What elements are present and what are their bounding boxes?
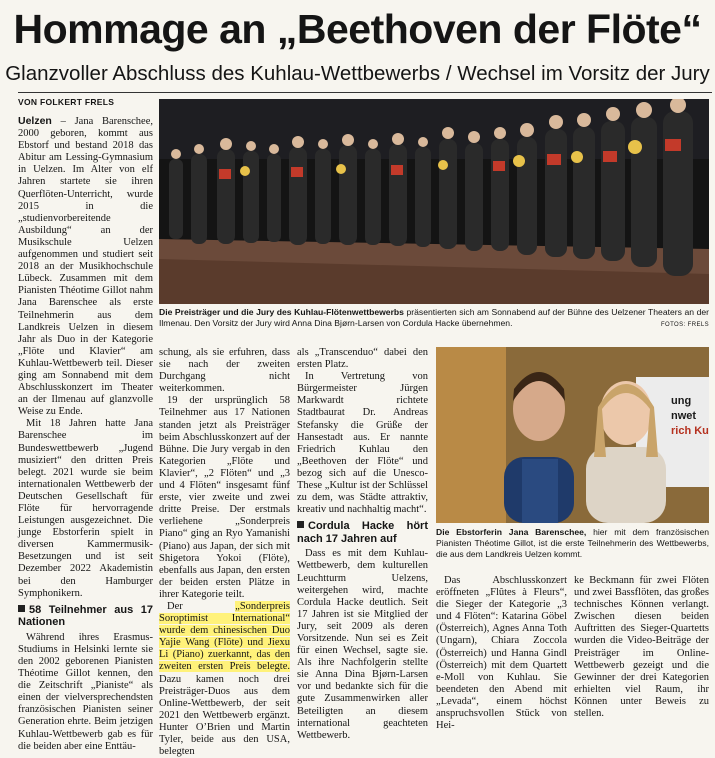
jury-and-winners-photo [159,99,709,304]
paragraph: Der „Sonderpreis Soroptimist International“ wurde dem chinesischen Duo Yajie Wang (Flöte) und Jiexu Li (Piano) zuerkannt, das den zweiten ersten Preis belegte. Dazu kamen noch drei Preisträger-Duos aus dem Online-Wettbewerb, der seit 2021 den Wettbewerb ergänzt. Hunter O’Brien und Martin Tyler, beide aus den USA, belegten [159,600,290,758]
byline: VON FOLKERT FRELS [18,97,115,107]
section-subhead: Cordula Hacke hört nach 17 Jahren auf [297,520,428,545]
barenschee-gillot-photo [436,347,709,523]
photo-credit: FOTOS: FRELS [660,322,709,328]
dateline: Uelzen [18,115,52,127]
paragraph: Das Abschlusskonzert eröffneten „Flûtes à Fleurs“, die Sieger der Kategorie „3 und 4 Flöten“: Katarina Göbel (Österreich), Agnes Anna Toth (Ungarn), Chiara Zoccola (Österreich) und Hanna Gindl (Österreich) mit dem Quartett e-Moll von Kuhlau. Sie beendeten den Abend mit „Levada“, einem höchst anspruchsvollen Stück von Hei- [436,575,567,732]
square-bullet-icon [18,605,25,612]
paragraph: als „Transcenduo“ dabei den ersten Platz. [297,347,428,371]
article-column-4 [436,575,567,732]
header-rule [18,92,712,93]
paragraph: Dass es mit dem Kuhlau-Wettbewerb, dem kulturellen Leuchtturm Uelzens, weitergehen wird, machte Cordula Hacke deutlich. Seit 17 Jahren ist sie Mitglied der Jury, seit 2009 als deren Vorsitzende. Nun sei es Zeit für einen Wechsel, sagte sie. Als ihre Nachfolgerin stellte sie Anna Dina Bjørn-Larsen vor und bedankte sich für die gute Zusammenwirken aller Beteiligten an diesem international geachteten Wettbewerb. [297,548,428,741]
square-bullet-icon [297,521,304,528]
headline: Hommage an „Beethoven der Flöte“ [13,6,702,52]
paragraph: In Vertretung von Bürgermeister Jürgen Markwardt richtete Stadtbaurat Dr. Andreas Stefansky die Grüße der Hansestadt aus. Er nannte Friedrich Kuhlau den „Beethoven der Flöte“ und bezog sich auf die Unesco-These „Kultur ist der Schlüssel zu dem, was Städte attraktiv, kreativ und nachhaltig macht“. [297,371,428,516]
section-subhead: 58 Teilnehmer aus 17 Nationen [18,603,153,629]
backdrop-banner-text: ung nwet rich Ku [671,395,709,437]
article-column-1 [18,115,153,753]
photo-caption-1: Die Preisträger und die Jury des Kuhlau-Flötenwettbewerbs präsentierten sich am Sonnabend auf der Bühne des Uelzener Theaters an der Ilmenau. Den Vorsitz der Jury wird Anna Dina Bjørn-Larsen von Cordula Hacke übernehmen. FOTOS: FRELS [159,307,709,331]
photo-caption-2: Die Ebstorferin Jana Barenschee, hier mit dem französischen Pianisten Théotime Gillot, ist die erste Teilnehmerin des Wettbewerbs, die aus dem Landkreis Uelzen kommt. [436,527,709,559]
paragraph: schung, als sie erfuhren, dass sie nach der zweiten Durchgang nicht weiterkommen. [159,347,290,395]
paragraph: 19 der ursprünglich 58 Teilnehmer aus 17 Nationen standen jetzt als Preisträger beim Abschlusskonzert auf der Bühne. Die Jury vergab in den Kategorien „Flöte und Klavier“, „2 Flöten“ und „3 und 4 Flöten“ insgesamt fünf erste, vier zweite und zwei dritte Preise. Der erstmals verliehene „Sonderpreis Piano“ ging an Ryo Yamanishi (Piano) aus Japan, der sich mit Shigetora Yokoi (Flöte), ebenfalls aus Japan, den ersten der beiden ersten Plätze in ihrer Kategorie teilt. [159,395,290,600]
article-column-2 [159,347,290,758]
subheadline: Glanzvoller Abschluss des Kuhlau-Wettbewerbs / Wechsel im Vorsitz der Jury [5,62,710,85]
paragraph: Mit 18 Jahren hatte Jana Barenschee im Bundeswettbewerb „Jugend musiziert“ den dritten Preis belegt. 2021 wurde sie beim internationalen Wettbewerb der Deutschen Gesellschaft für Flöte für hervorragende Leistungen ausgezeichnet. Die junge Ebstorferin spielt in diversen Kammermusik-Besetzungen und ist seit Dezember 2022 Akademistin bei den Hamburger Symphonikern. [18,418,153,599]
paragraph: ke Beckmann für zwei Flöten und zwei Bassflöten, das großes technisches Können verlangt. Zwischen diesen beiden Auftritten des Sieger-Quartetts wurden die Video-Beiträge der Preisträger im Online-Wettbewerb gezeigt und die Gewinner der drei Kategorien erhielten viel Raum, ihr Können unter Beweis zu stellen. [574,575,710,720]
highlighted-passage: „Sonderpreis Soroptimist International“ wurde dem chinesischen Duo Yajie Wang (Flöte) und Jiexu Li (Piano) zuerkannt, das den zweiten ersten Preis belegte. [159,600,290,673]
paragraph: Während ihres Erasmus-Studiums in Helsinki lernte sie den 2002 geborenen Pianisten Théotime Gillot kennen, den die Zeitschrift „Pianiste“ als einen der vielversprechendsten französischen Pianisten seiner Generation ehrte. Beim jetzigen Kuhlau-Wettbewerb gab es für die beiden aber eine Enttäu- [18,631,153,752]
article-column-3 [297,347,428,742]
article-column-5 [574,575,709,720]
paragraph: Uelzen – Jana Barenschee, 2000 geboren, kommt aus Ebstorf und bestand 2018 das Abitur am Lessing-Gymnasium in Uelzen. Im Alter von elf Jahren startete sie ihren Querflöten-Unterricht, wurde 2015 in die „studienvorbereitende Ausbildung“ an der Musikschule Uelzen aufgenommen und studiert seit 2018 an der Musikhochschule Lübeck. Zusammen mit dem Pianisten Théotime Gillot nahm Jana Barenschee als erste Teilnehmerin aus dem Landkreis Uelzen in diesem Jahr als Duo in der Kategorie „Flöte und Klavier“ am Kuhlau-Wettbewerb teil. Dieser ging am Sonnabend mit dem Abschlusskonzert im Theater an der Ilmenau auf glanzvolle Weise zu Ende. [18,115,153,418]
